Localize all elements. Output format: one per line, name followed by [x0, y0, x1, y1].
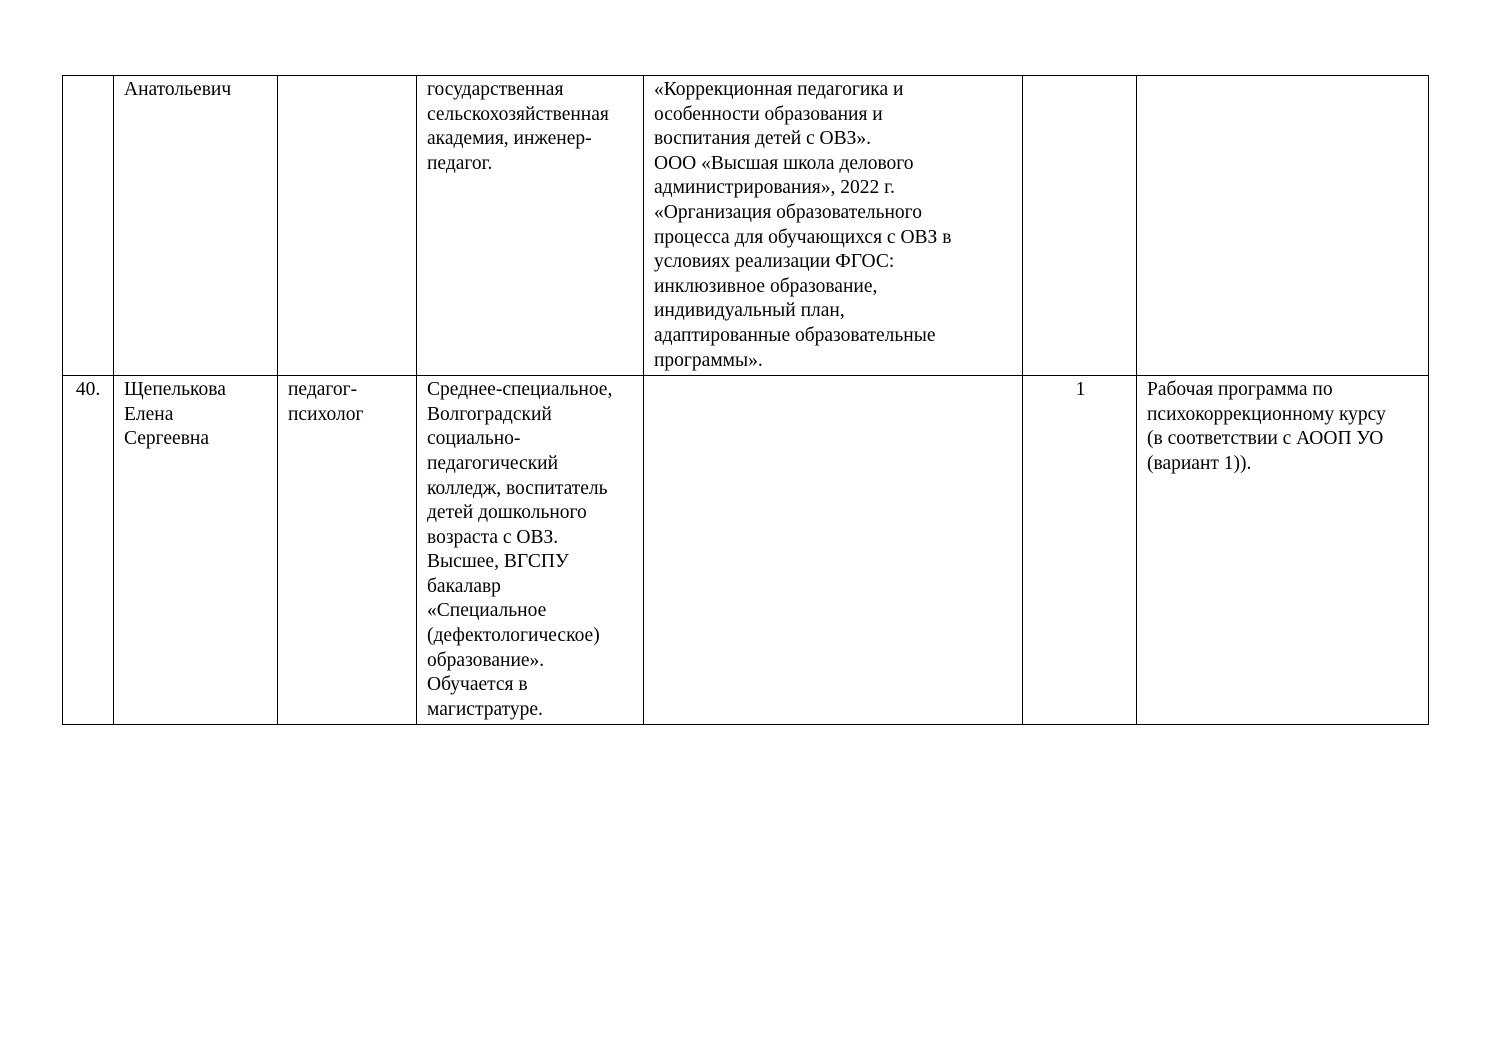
- hours-cell: 1: [1023, 376, 1137, 725]
- full-name-cell: Анатольевич: [114, 76, 278, 376]
- program-cell: Рабочая программа по психокоррекционному курсу (в соответствии с АООП УО (вариант 1)).: [1137, 376, 1429, 725]
- education-cell: Среднее-специальное, Волгоградский социально- педагогический колледж, воспитатель детей дошкольного возраста с ОВЗ. Высшее, ВГСПУ бакалавр «Специальное (дефектологическое) образование». Обучается в магистратуре.: [417, 376, 644, 725]
- row-number-cell: 40.: [63, 376, 114, 725]
- table-row: [63, 376, 1429, 725]
- courses-cell: [644, 376, 1023, 725]
- position-cell: [278, 76, 417, 376]
- hours-cell: [1023, 76, 1137, 376]
- position-cell: педагог- психолог: [278, 376, 417, 725]
- staff-table: [62, 75, 1429, 725]
- courses-cell: «Коррекционная педагогика и особенности образования и воспитания детей с ОВЗ». ООО «Высшая школа делового администрирования», 2022 г. «Организация образовательного процесса для обучающихся с ОВЗ в условиях реализации ФГОС: инклюзивное образование, индивидуальный план, адаптированные образовательные программы».: [644, 76, 1023, 376]
- full-name-cell: Щепелькова Елена Сергеевна: [114, 376, 278, 725]
- education-cell: государственная сельскохозяйственная академия, инженер- педагог.: [417, 76, 644, 376]
- table-row: [63, 76, 1429, 376]
- row-number-cell: [63, 76, 114, 376]
- program-cell: [1137, 76, 1429, 376]
